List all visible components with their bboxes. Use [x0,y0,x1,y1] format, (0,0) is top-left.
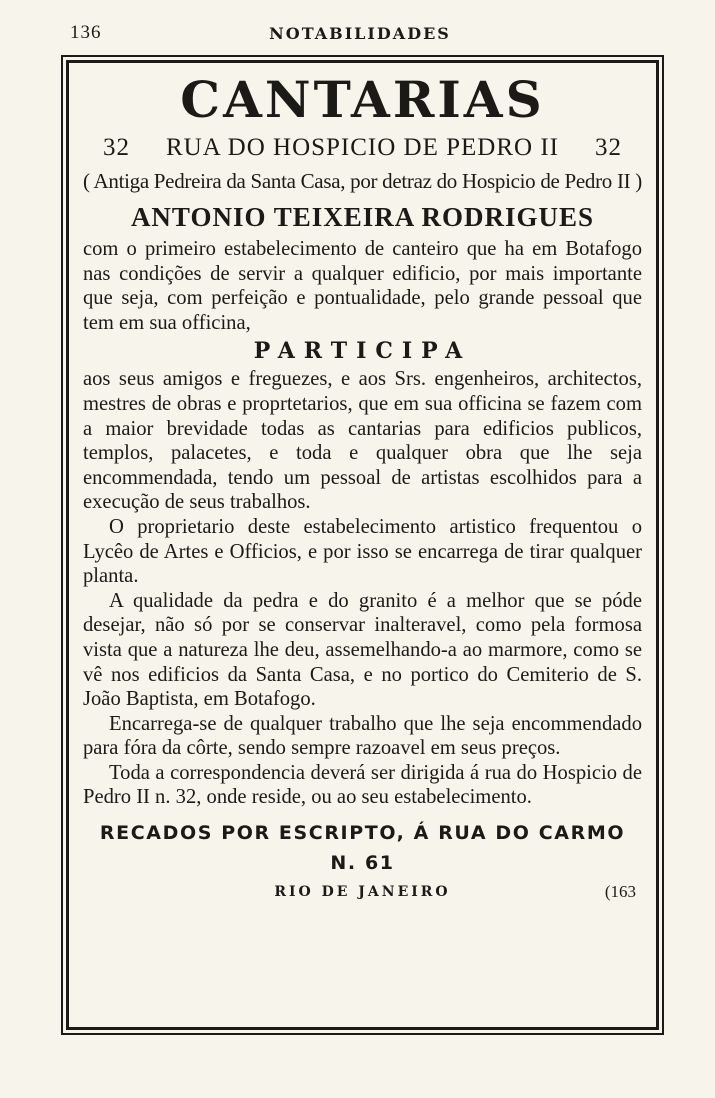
advert-content [83,63,642,906]
advert-frame [66,60,659,1030]
advert-body [83,237,642,810]
address-number-left: 32 [103,134,130,161]
advert-title: CANTARIAS [180,70,545,129]
paragraph-intro: com o primeiro estabelecimento de canteiro que ha em Botafogo nas condições de servir a qualquer edificio, por mais importante que seja, com perfeição e pontualidade, pelo grande pessoal que tem em sua officina, [83,238,642,334]
address-street: RUA DO HOSPICIO DE PEDRO II [166,134,559,161]
paragraph-quality: A qualidade da pedra e do granito é a melhor que se póde desejar, não só por se conservar inalteravel, como pela formosa vista que a natureza lhe deu, assemelhando-a ao marmore, como se vê nos edificios da Santa Casa, e no portico do Cemiterio de S. João Baptista, em Botafogo. [83,589,642,711]
page-header [70,22,650,46]
footer-row [83,878,642,906]
paragraph-participa: aos seus amigos e freguezes, e aos Srs. engenheiros, architectos, mestres de obras e proprtetarios, que em sua officina se fazem com a maior brevidade todas as cantarias para edificios publicos, templos, palacetes, e toda e qualquer obra que lhe seja encommendada, tendo um pessoal de artistas escolhidos para a execução de seus trabalhos. [83,368,642,514]
city-name: RIO DE JANEIRO [274,884,451,901]
paragraph-commissions: Encarrega-se de qualquer trabalho que lhe seja encommendado para fóra da côrte, sendo sempre razoavel em seus preços. [83,712,642,760]
owner-name: ANTONIO TEIXEIRA RODRIGUES [130,202,595,232]
reference-number: (163 [604,882,636,902]
address-line [83,131,642,165]
recados-line: RECADOS POR ESCRIPTO, Á RUA DO CARMO N. 61 [99,822,626,875]
paragraph-correspondence: Toda a correspondencia deverá ser dirigida á rua do Hospicio de Pedro II n. 32, onde reside, ou ao seu estabelecimento. [83,761,642,809]
paragraph-proprietor: O proprietario deste estabelecimento artistico frequentou o Lycêo de Artes e Officios, e por isso se encarrega de tirar qualquer planta. [83,515,642,588]
sub-address: ( Antiga Pedreira da Santa Casa, por detraz do Hospicio de Pedro II ) [83,169,642,193]
address-number-right: 32 [595,134,622,161]
running-head: NOTABILIDADES [269,24,451,43]
participa-heading: PARTICIPA [253,338,472,365]
page-number: 136 [70,22,102,43]
